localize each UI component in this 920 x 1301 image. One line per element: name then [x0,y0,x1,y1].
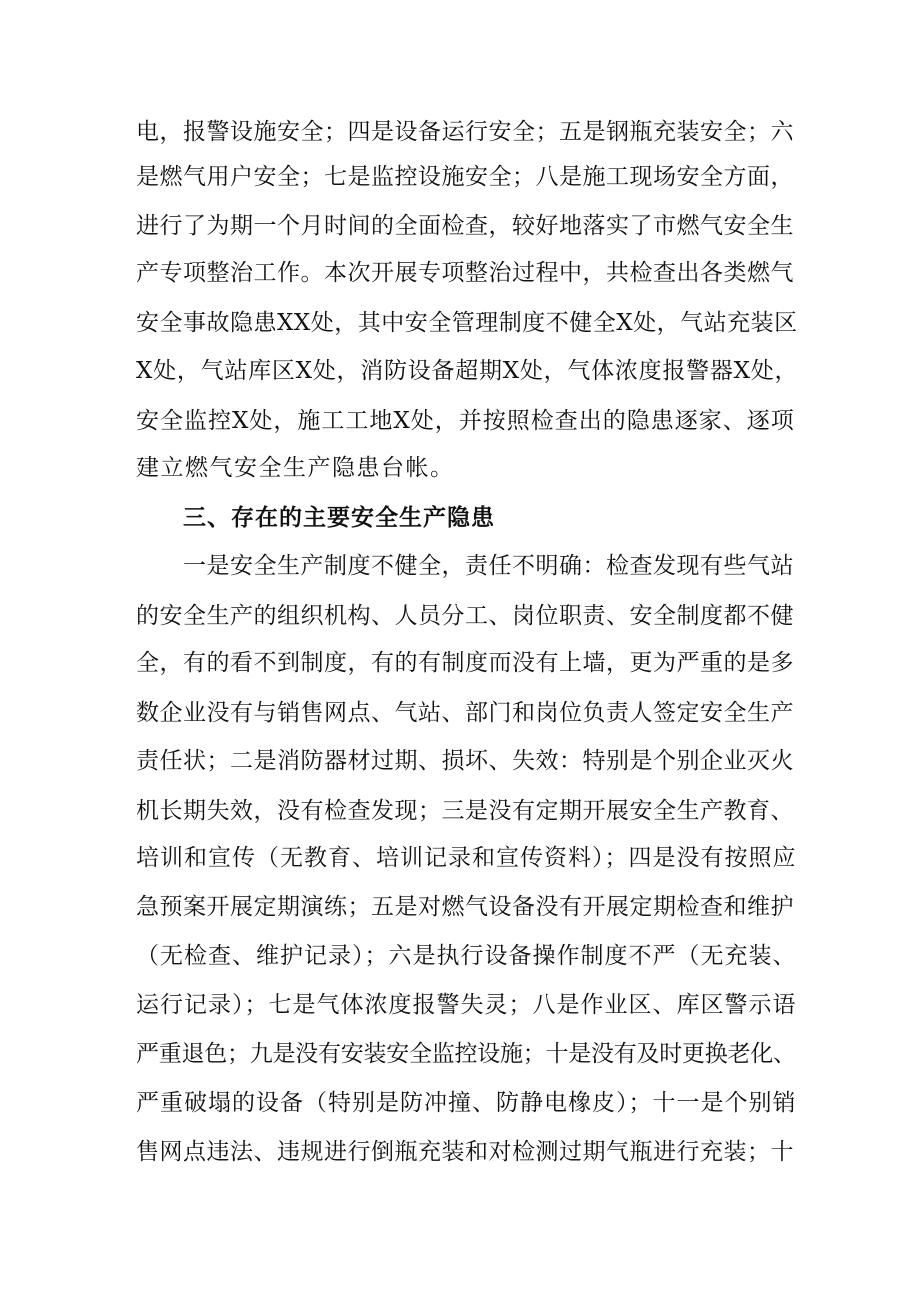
paragraph-1-line-4: 产专项整治工作。本次开展专项整治过程中，共检查出各类燃气 [136,260,794,286]
paragraph-1-line-8: 建立燃气安全生产隐患台帐。 [136,455,455,481]
paragraph-2-line-1: 一是安全生产制度不健全，责任不明确：检查发现有些气站 [183,553,794,579]
section-heading: 三、存在的主要安全生产隐患 [183,505,495,531]
paragraph-1-line-2: 是燃气用户安全；七是监控设施安全；八是施工现场安全方面， [136,164,794,190]
paragraph-1-line-5: 安全事故隐患XX处，其中安全管理制度不健全X处，气站充装区 [136,310,798,336]
paragraph-2-line-7: 培训和宣传（无教育、培训记录和宣传资料）；四是没有按照应 [136,845,797,871]
paragraph-2-line-13: 售网点违法、违规进行倒瓶充装和对检测过期气瓶进行充装；十 [136,1139,794,1165]
paragraph-2-line-11: 严重退色；九是没有安装安全监控设施；十是没有及时更换老化、 [136,1041,796,1067]
paragraph-1-line-3: 进行了为期一个月时间的全面检查，较好地落实了市燃气安全生 [136,213,794,239]
paragraph-2-line-2: 的安全生产的组织机构、人员分工、岗位职责、安全制度都不健 [136,603,794,629]
paragraph-2-line-8: 急预案开展定期演练；五是对燃气设备没有开展定期检查和维护 [136,894,794,920]
paragraph-2-line-6: 机长期失效，没有检查发现；三是没有定期开展安全生产教育、 [136,798,794,824]
paragraph-2-line-3: 全，有的看不到制度，有的有制度而没有上墙，更为严重的是多 [136,650,794,676]
paragraph-2-line-5: 责任状；二是消防器材过期、损坏、失效：特别是个别企业灭火 [136,748,794,774]
paragraph-2-line-9: （无检查、维护记录）；六是执行设备操作制度不严（无充装、 [136,943,797,969]
paragraph-2-line-10: 运行记录）；七是气体浓度报警失灵；八是作业区、库区警示语 [136,992,797,1018]
paragraph-2-line-4: 数企业没有与销售网点、气站、部门和岗位负责人签定安全生产 [136,700,794,726]
paragraph-2-line-12: 严重破塌的设备（特别是防冲撞、防静电橡皮）；十一是个别销 [136,1090,797,1116]
paragraph-1-line-7: 安全监控X处，施工工地X处，并按照检查出的隐患逐家、逐项 [136,408,795,434]
paragraph-1-line-1: 电，报警设施安全；四是设备运行安全；五是钢瓶充装安全；六 [136,119,794,145]
paragraph-1-line-6: X处，气站库区X处，消防设备超期X处，气体浓度报警器X处， [136,358,799,384]
